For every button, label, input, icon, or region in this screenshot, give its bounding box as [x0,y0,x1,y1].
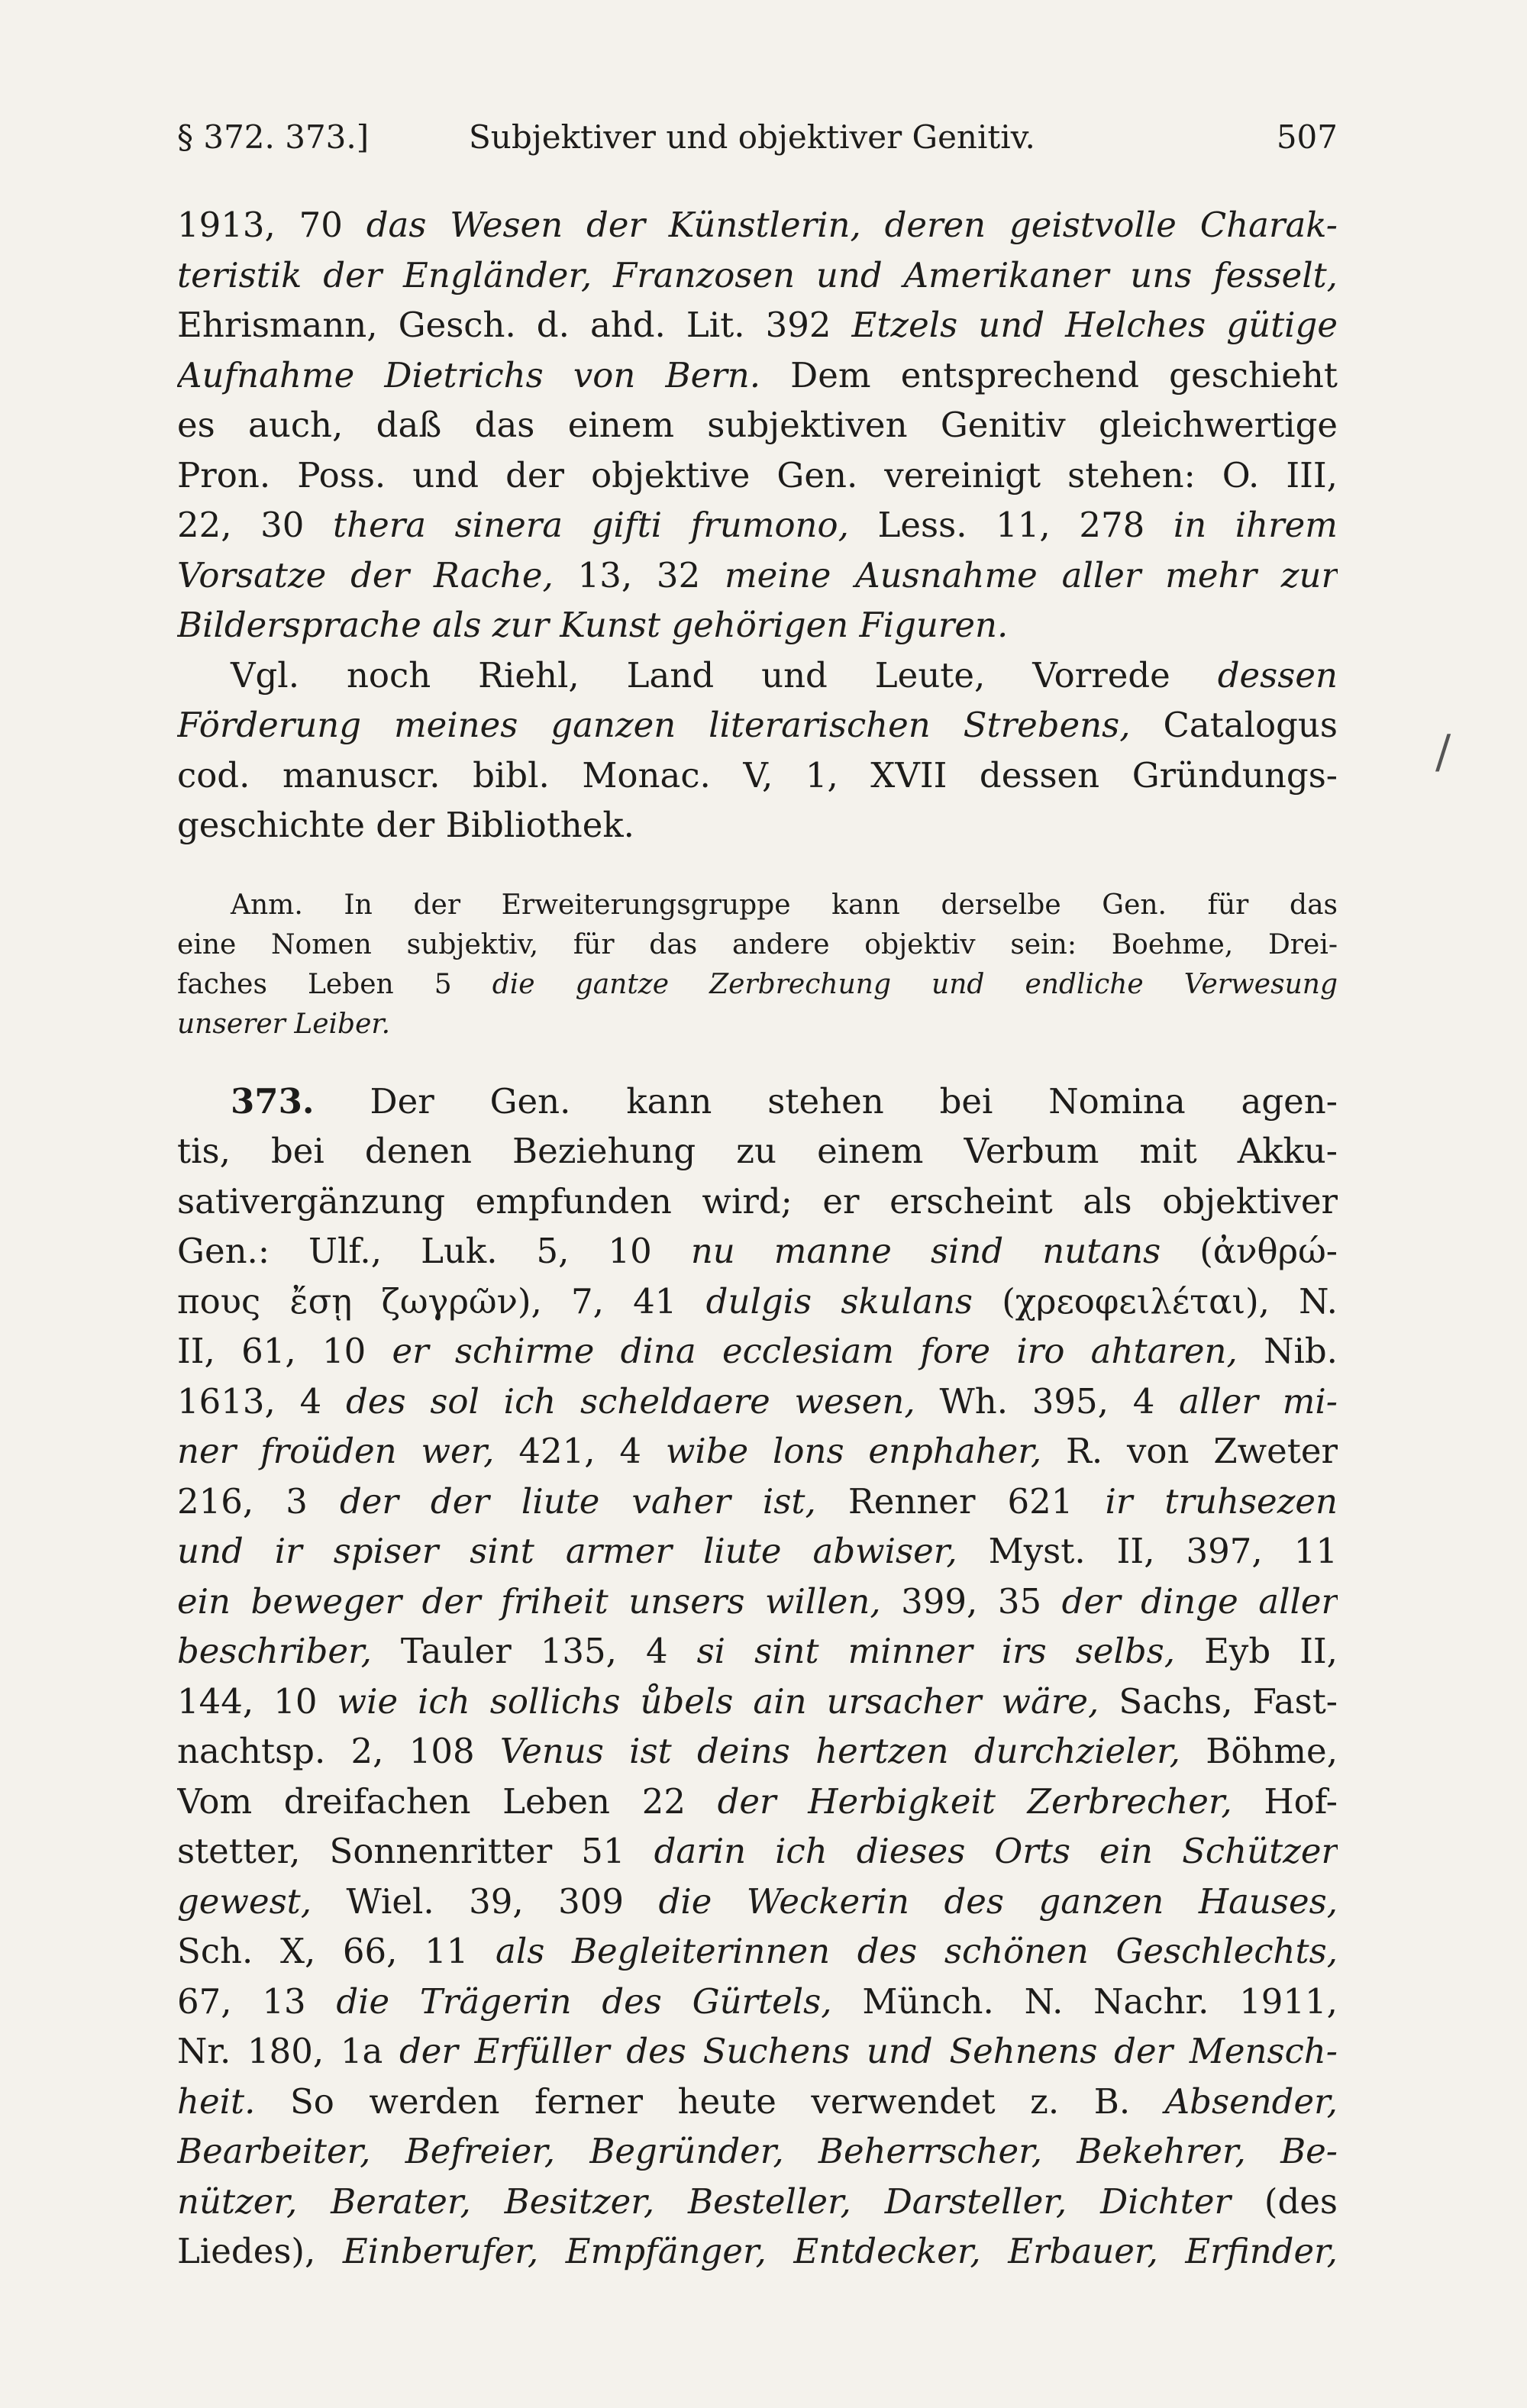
text-line [177,250,1338,301]
text-segment: stetter, Sonnenritter 51 [177,1831,654,1871]
quoted-example: dessen [1217,654,1338,696]
text-segment: 1913, 70 [177,205,366,245]
text-line [177,1526,1338,1577]
text-line [177,1326,1338,1377]
quoted-example: als Begleiterinnen des schönen Geschlechts, [496,1931,1338,1971]
quoted-example: beschriber, [177,1631,372,1671]
text-segment: sativergänzung empfunden wird; er erscheint als objektiver [177,1180,1338,1222]
text-line [177,800,1338,851]
text-line [177,1126,1338,1177]
text-segment: Anm. In der Erweiterungsgruppe kann derselbe Gen. für das [231,889,1338,921]
quoted-example: Bearbeiter, Befreier, Begründer, Beherrscher, Bekehrer, Be- [177,2131,1338,2171]
text-segment: faches Leben 5 [177,968,492,1000]
text-line [177,2226,1338,2277]
quoted-example: gewest, [177,1880,312,1922]
text-segment: cod. manuscr. bibl. Monac. V, 1, XVII dessen Gründungs- [177,754,1338,796]
text-line [177,2026,1338,2077]
text-segment: 67, 13 [177,1980,337,2022]
text-line [177,1005,1338,1044]
quoted-example: Absender, [1164,2080,1338,2122]
text-line [177,1477,1338,1527]
text-segment: πους ἔσῃ ζωγρῶν), 7, 41 [177,1280,706,1322]
quoted-example: der Herbigkeit Zerbrecher, [717,1780,1232,1822]
text-segment: Renner 621 [815,1480,1106,1522]
section-reference: § 372. 373.] [177,118,370,156]
paragraph-373 [177,1076,1338,2277]
quoted-example: unserer Leiber. [177,1008,391,1040]
text-line [177,550,1338,601]
text-segment: Wh. 395, 4 [915,1380,1180,1422]
quoted-example: die gantze Zerbrechung und endliche Verwesung [492,968,1338,1000]
text-line [177,1826,1338,1877]
text-line [177,1777,1338,1827]
text-segment: (ἀνθρώ- [1161,1231,1338,1271]
text-line [177,1226,1338,1277]
quoted-example: der dinge aller [1061,1580,1338,1622]
quoted-example: meine Ausnahme aller mehr zur [725,554,1338,596]
quoted-example: Einberufer, Empfänger, Entdecker, Erbauer, Erfinder, [342,2231,1338,2271]
text-segment: 399, 35 [880,1580,1062,1622]
text-segment: Ehrismann, Gesch. d. ahd. Lit. 392 [177,305,852,345]
quoted-example: in ihrem [1173,505,1338,545]
text-line [177,600,1338,650]
text-segment: 144, 10 [177,1680,337,1722]
text-line [177,1076,1338,1127]
quoted-example: si sint minner irs selbs, [696,1631,1176,1671]
page-number: 507 [1276,118,1338,156]
text-segment: Gen.: Ulf., Luk. 5, 10 [177,1231,691,1271]
running-head [177,113,1338,162]
text-segment: Sch. X, 66, 11 [177,1931,496,1971]
quoted-example: die Trägerin des Gürtels, [336,1980,832,2022]
quoted-example: dulgis skulans [705,1280,973,1322]
text-line [177,886,1338,925]
quoted-example: nützer, Berater, Besitzer, Besteller, Darsteller, Dichter [177,2180,1232,2222]
quoted-example: ner froüden wer, [177,1431,495,1471]
quoted-example: der Erfüller des Suchens und Sehnens der Mensch- [399,2031,1338,2071]
text-segment: Münch. N. Nachr. 1911, [831,1980,1338,2022]
text-segment: Less. 11, 278 [848,505,1173,545]
quoted-example: Venus ist deins hertzen durchzieler, [499,1731,1180,1771]
text-segment: Vgl. noch Riehl, Land und Leute, Vorrede [231,654,1218,696]
quoted-example: nu manne sind nutans [690,1231,1161,1271]
body-text [177,200,1338,2277]
running-title: Subjektiver und objektiver Genitiv. [469,118,1035,156]
text-segment: Dem entsprechend geschieht [760,354,1338,395]
text-line [177,400,1338,450]
text-segment: eine Nomen subjektiv, für das andere objektiv sein: Boehme, Drei- [177,928,1338,960]
text-segment: Vom dreifachen Leben 22 [177,1780,718,1822]
text-segment: (χρεοφειλέται), N. [972,1280,1338,1322]
text-line [177,1377,1338,1427]
text-segment: Nr. 180, 1a [177,2031,399,2071]
text-segment: es auch, daß das einem subjektiven Genitiv gleichwertige [177,405,1338,445]
text-line [177,1977,1338,2027]
text-line [177,1926,1338,1977]
quoted-example: heit. [177,2080,256,2122]
quoted-example: aller mi- [1179,1380,1338,1422]
text-segment: Nib. [1237,1331,1338,1371]
quoted-example: er schirme dina ecclesiam fore iro ahtaren, [392,1331,1238,1371]
paragraph-vgl [177,650,1338,851]
quoted-example: Bildersprache als zur Kunst gehörigen Figuren. [177,605,1009,645]
text-line [177,1426,1338,1477]
text-segment: Catalogus [1130,705,1338,745]
quoted-example: thera sinera gifti frumono, [333,505,849,545]
text-line [177,2177,1338,2227]
text-line [177,300,1338,350]
quoted-example: ein beweger der friheit unsers willen, [177,1580,881,1622]
footnote-anmerkung [177,886,1338,1044]
text-segment: Böhme, [1180,1731,1338,1771]
text-line [177,1726,1338,1777]
quoted-example: Vorsatze der Rache, [177,554,554,596]
text-segment: II, 61, 10 [177,1331,392,1371]
text-line [177,2077,1338,2127]
text-line [177,965,1338,1005]
paragraph-372-continued [177,200,1338,650]
text-segment: R. von Zweter [1041,1431,1338,1471]
text-line [177,500,1338,550]
text-line [177,1626,1338,1677]
text-line [177,700,1338,750]
text-line [177,1277,1338,1327]
quoted-example: Etzels und Helches gütige [851,305,1338,345]
quoted-example: und ir spiser sint armer liute abwiser, [177,1531,957,1571]
text-segment: Myst. II, 397, 11 [957,1531,1338,1571]
text-line [177,925,1338,965]
text-line [177,2126,1338,2177]
text-segment: Pron. Poss. und der objektive Gen. vereinigt stehen: O. III, [177,454,1338,495]
quoted-example: der der liute vaher ist, [339,1480,816,1522]
quoted-example: Förderung meines ganzen literarischen Strebens, [177,705,1131,745]
text-line [177,200,1338,250]
quoted-example: Aufnahme Dietrichs von Bern. [177,354,761,395]
text-line [177,1677,1338,1727]
text-segment: nachtsp. 2, 108 [177,1731,500,1771]
quoted-example: darin ich dieses Orts ein Schützer [654,1831,1338,1871]
section-number: 373. [231,1080,315,1122]
text-segment: Sachs, Fast- [1099,1680,1338,1722]
text-segment: Tauler 135, 4 [371,1631,697,1671]
text-segment: 22, 30 [177,505,334,545]
text-segment: 1613, 4 [177,1380,347,1422]
text-segment: Wiel. 39, 309 [312,1880,659,1922]
text-segment: 216, 3 [177,1480,340,1522]
text-line [177,1877,1338,1927]
quoted-example: das Wesen der Künstlerin, deren geistvolle Charak- [366,205,1338,245]
quoted-example: des sol ich scheldaere wesen, [346,1380,915,1422]
text-segment: 13, 32 [553,554,725,596]
text-segment: geschichte der Bibliothek. [177,805,634,845]
text-line [177,450,1338,501]
text-segment: So werden ferner heute verwendet z. B. [255,2080,1165,2122]
pencil-margin-mark: / [1435,725,1451,779]
quoted-example: teristik der Engländer, Franzosen und Amerikaner uns fesselt, [177,254,1338,295]
quoted-example: die Weckerin des ganzen Hauses, [658,1880,1338,1922]
text-segment: Liedes), [177,2231,343,2271]
text-segment: Eyb II, [1175,1631,1338,1671]
text-segment: Der Gen. kann stehen bei Nomina agen- [314,1080,1338,1122]
quoted-example: ir truhsezen [1105,1480,1338,1522]
text-line [177,350,1338,401]
text-line [177,1577,1338,1627]
quoted-example: wie ich sollichs ůbels ain ursacher wäre, [337,1680,1099,1722]
text-segment: (des [1231,2180,1338,2222]
text-segment: tis, bei denen Beziehung zu einem Verbum mit Akku- [177,1131,1338,1171]
text-line [177,650,1338,701]
quoted-example: wibe lons enphaher, [665,1431,1042,1471]
text-segment: Hof- [1232,1780,1338,1822]
text-segment: 421, 4 [494,1431,666,1471]
text-line [177,750,1338,801]
text-line [177,1177,1338,1227]
